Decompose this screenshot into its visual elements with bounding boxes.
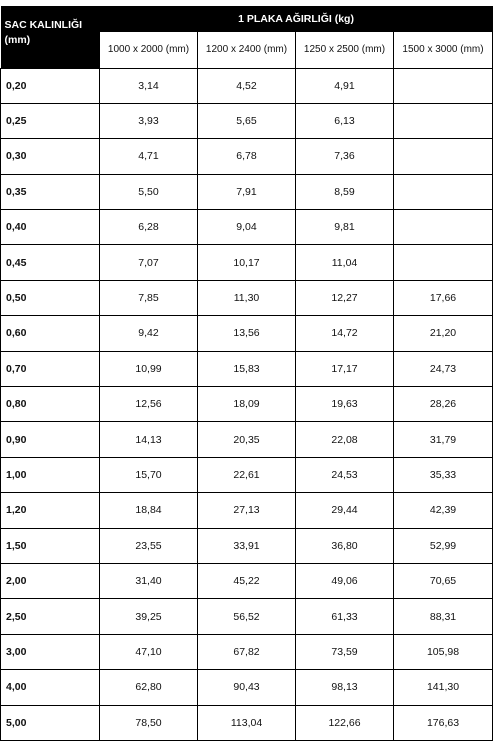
table-row	[1, 245, 493, 280]
weight-cell: 6,28	[100, 210, 198, 245]
weight-cell: 105,98	[394, 634, 493, 669]
weight-cell: 47,10	[100, 634, 198, 669]
table-header	[1, 6, 493, 68]
weight-cell: 12,27	[296, 280, 394, 315]
weight-cell: 31,79	[394, 422, 493, 457]
thickness-cell: 0,20	[1, 68, 100, 103]
weight-cell: 11,30	[198, 280, 296, 315]
table-row	[1, 563, 493, 598]
weight-cell: 7,85	[100, 280, 198, 315]
weight-cell: 6,13	[296, 103, 394, 138]
weight-cell: 31,40	[100, 563, 198, 598]
weight-cell: 70,65	[394, 563, 493, 598]
weight-cell	[394, 210, 493, 245]
weight-cell: 19,63	[296, 387, 394, 422]
sheet-weight-table	[0, 6, 493, 741]
thickness-header-line2: (mm)	[4, 34, 31, 46]
weight-cell: 141,30	[394, 670, 493, 705]
table-row	[1, 422, 493, 457]
weight-cell	[394, 245, 493, 280]
weight-cell: 14,72	[296, 316, 394, 351]
thickness-cell: 2,00	[1, 563, 100, 598]
thickness-column-header	[1, 6, 100, 68]
weight-cell: 6,78	[198, 139, 296, 174]
table-row	[1, 316, 493, 351]
table-row	[1, 280, 493, 315]
weight-cell: 12,56	[100, 387, 198, 422]
table-row	[1, 210, 493, 245]
weight-cell: 5,65	[198, 103, 296, 138]
weight-cell: 67,82	[198, 634, 296, 669]
weight-cell: 73,59	[296, 634, 394, 669]
table-row	[1, 634, 493, 669]
weight-cell: 9,42	[100, 316, 198, 351]
weight-cell	[394, 68, 493, 103]
weight-cell: 17,66	[394, 280, 493, 315]
weight-cell: 28,26	[394, 387, 493, 422]
weight-cell: 17,17	[296, 351, 394, 386]
weight-cell: 9,81	[296, 210, 394, 245]
weight-cell: 36,80	[296, 528, 394, 563]
weight-cell: 29,44	[296, 493, 394, 528]
thickness-header-line1: SAC KALINLIĞI	[4, 19, 83, 31]
plate-weight-group-header: 1 PLAKA AĞIRLIĞI (kg)	[100, 6, 493, 32]
weight-cell: 18,09	[198, 387, 296, 422]
weight-cell: 90,43	[198, 670, 296, 705]
thickness-cell: 1,20	[1, 493, 100, 528]
thickness-cell: 5,00	[1, 705, 100, 740]
weight-cell: 23,55	[100, 528, 198, 563]
size-header-1500x3000: 1500 x 3000 (mm)	[394, 32, 493, 68]
weight-cell: 35,33	[394, 457, 493, 492]
weight-cell: 9,04	[198, 210, 296, 245]
weight-cell: 7,91	[198, 174, 296, 209]
size-header-1250x2500: 1250 x 2500 (mm)	[296, 32, 394, 68]
weight-cell: 52,99	[394, 528, 493, 563]
table-row	[1, 599, 493, 634]
weight-cell: 122,66	[296, 705, 394, 740]
weight-cell: 15,70	[100, 457, 198, 492]
weight-cell	[394, 174, 493, 209]
weight-cell: 39,25	[100, 599, 198, 634]
weight-cell: 5,50	[100, 174, 198, 209]
table-body	[1, 68, 493, 740]
thickness-cell: 0,90	[1, 422, 100, 457]
weight-cell: 4,91	[296, 68, 394, 103]
table-row	[1, 351, 493, 386]
weight-cell: 56,52	[198, 599, 296, 634]
weight-cell: 49,06	[296, 563, 394, 598]
weight-cell: 42,39	[394, 493, 493, 528]
weight-cell: 61,33	[296, 599, 394, 634]
table-row	[1, 493, 493, 528]
thickness-cell: 0,70	[1, 351, 100, 386]
weight-cell: 13,56	[198, 316, 296, 351]
thickness-cell: 1,00	[1, 457, 100, 492]
table-row	[1, 670, 493, 705]
weight-cell: 98,13	[296, 670, 394, 705]
weight-cell: 3,14	[100, 68, 198, 103]
weight-cell: 88,31	[394, 599, 493, 634]
table-row	[1, 174, 493, 209]
thickness-cell: 0,45	[1, 245, 100, 280]
weight-cell: 22,61	[198, 457, 296, 492]
size-header-1000x2000: 1000 x 2000 (mm)	[100, 32, 198, 68]
thickness-cell: 0,80	[1, 387, 100, 422]
table-row	[1, 528, 493, 563]
table-row	[1, 457, 493, 492]
table-row	[1, 139, 493, 174]
weight-cell: 14,13	[100, 422, 198, 457]
table-row	[1, 68, 493, 103]
weight-cell: 78,50	[100, 705, 198, 740]
header-row-top	[1, 6, 493, 32]
weight-cell: 10,17	[198, 245, 296, 280]
thickness-cell: 1,50	[1, 528, 100, 563]
weight-cell: 62,80	[100, 670, 198, 705]
weight-cell: 10,99	[100, 351, 198, 386]
weight-cell: 24,53	[296, 457, 394, 492]
weight-cell: 15,83	[198, 351, 296, 386]
weight-cell: 20,35	[198, 422, 296, 457]
weight-cell: 7,07	[100, 245, 198, 280]
weight-cell	[394, 139, 493, 174]
thickness-cell: 0,60	[1, 316, 100, 351]
weight-cell: 21,20	[394, 316, 493, 351]
weight-cell: 33,91	[198, 528, 296, 563]
weight-cell: 45,22	[198, 563, 296, 598]
weight-cell: 27,13	[198, 493, 296, 528]
weight-cell: 176,63	[394, 705, 493, 740]
thickness-cell: 0,25	[1, 103, 100, 138]
weight-cell: 18,84	[100, 493, 198, 528]
weight-cell: 11,04	[296, 245, 394, 280]
table-row	[1, 103, 493, 138]
size-header-1200x2400: 1200 x 2400 (mm)	[198, 32, 296, 68]
thickness-cell: 0,30	[1, 139, 100, 174]
thickness-cell: 0,40	[1, 210, 100, 245]
thickness-cell: 3,00	[1, 634, 100, 669]
weight-cell: 4,52	[198, 68, 296, 103]
weight-cell: 3,93	[100, 103, 198, 138]
weight-cell: 22,08	[296, 422, 394, 457]
weight-cell: 8,59	[296, 174, 394, 209]
weight-cell: 7,36	[296, 139, 394, 174]
weight-cell: 4,71	[100, 139, 198, 174]
table-row	[1, 387, 493, 422]
thickness-cell: 0,50	[1, 280, 100, 315]
thickness-cell: 0,35	[1, 174, 100, 209]
thickness-cell: 2,50	[1, 599, 100, 634]
thickness-cell: 4,00	[1, 670, 100, 705]
weight-cell: 24,73	[394, 351, 493, 386]
weight-cell	[394, 103, 493, 138]
table-row	[1, 705, 493, 740]
weight-cell: 113,04	[198, 705, 296, 740]
